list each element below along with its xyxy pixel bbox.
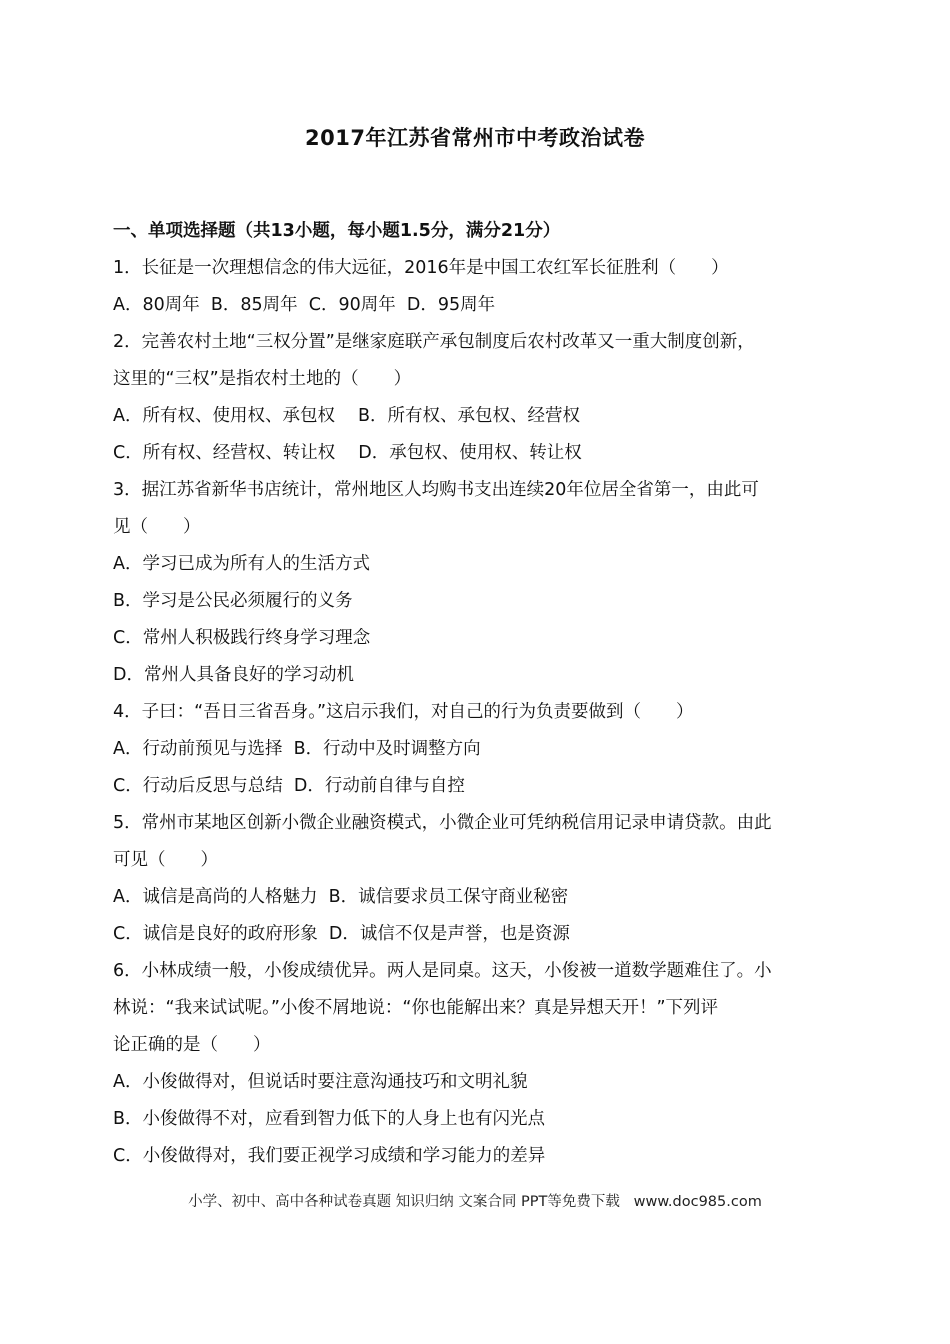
question-4-options-cd: C．行动后反思与总结 D．行动前自律与自控 bbox=[113, 776, 465, 796]
question-6-stem-cont-1: 林说：“我来试试呢。”小俊不屑地说：“你也能解出来？真是异想天开！”下列评 bbox=[113, 998, 719, 1018]
question-3-stem: 3．据江苏省新华书店统计，常州地区人均购书支出连续20年位居全省第一，由此可 bbox=[113, 480, 759, 500]
question-2-options-ab: A．所有权、使用权、承包权 B．所有权、承包权、经营权 bbox=[113, 406, 581, 426]
question-3-option-d: D．常州人具备良好的学习动机 bbox=[113, 665, 354, 685]
section-heading: 一、单项选择题（共13小题，每小题1.5分，满分21分） bbox=[113, 221, 561, 241]
question-2-stem: 2．完善农村土地“三权分置”是继家庭联产承包制度后农村改革又一重大制度创新， bbox=[113, 332, 755, 352]
question-3-option-c: C．常州人积极践行终身学习理念 bbox=[113, 628, 371, 648]
question-1-options: A．80周年 B．85周年 C．90周年 D．95周年 bbox=[113, 295, 496, 315]
question-6-stem-cont-2: 论正确的是（ ） bbox=[113, 1035, 271, 1055]
question-6-option-b: B．小俊做得不对，应看到智力低下的人身上也有闪光点 bbox=[113, 1109, 546, 1129]
question-5-options-ab: A．诚信是高尚的人格魅力 B．诚信要求员工保守商业秘密 bbox=[113, 887, 569, 907]
question-6-stem: 6．小林成绩一般，小俊成绩优异。两人是同桌。这天，小俊被一道数学题难住了。小 bbox=[113, 961, 772, 981]
question-5-stem-cont: 可见（ ） bbox=[113, 850, 218, 870]
exam-content bbox=[113, 213, 843, 1175]
question-3-stem-cont: 见（ ） bbox=[113, 517, 201, 537]
question-2-options-cd: C．所有权、经营权、转让权 D．承包权、使用权、转让权 bbox=[113, 443, 582, 463]
question-3-option-b: B．学习是公民必须履行的义务 bbox=[113, 591, 353, 611]
question-4-stem: 4．子曰：“吾日三省吾身。”这启示我们，对自己的行为负责要做到（ ） bbox=[113, 702, 694, 722]
question-5-options-cd: C．诚信是良好的政府形象 D．诚信不仅是声誉，也是资源 bbox=[113, 924, 570, 944]
question-6-option-a: A．小俊做得对，但说话时要注意沟通技巧和文明礼貌 bbox=[113, 1072, 528, 1092]
question-1-stem: 1．长征是一次理想信念的伟大远征，2016年是中国工农红军长征胜利（ ） bbox=[113, 258, 729, 278]
question-4-options-ab: A．行动前预见与选择 B．行动中及时调整方向 bbox=[113, 739, 481, 759]
page-footer: 小学、初中、高中各种试卷真题 知识归纳 文案合同 PPT等免费下载 www.doc985.com bbox=[188, 1194, 762, 1210]
question-6-option-c: C．小俊做得对，我们要正视学习成绩和学习能力的差异 bbox=[113, 1146, 546, 1166]
page-title: 2017年江苏省常州市中考政治试卷 bbox=[305, 126, 645, 150]
question-5-stem: 5．常州市某地区创新小微企业融资模式，小微企业可凭纳税信用记录申请贷款。由此 bbox=[113, 813, 772, 833]
question-2-stem-cont: 这里的“三权”是指农村土地的（ ） bbox=[113, 369, 412, 389]
question-3-option-a: A．学习已成为所有人的生活方式 bbox=[113, 554, 370, 574]
